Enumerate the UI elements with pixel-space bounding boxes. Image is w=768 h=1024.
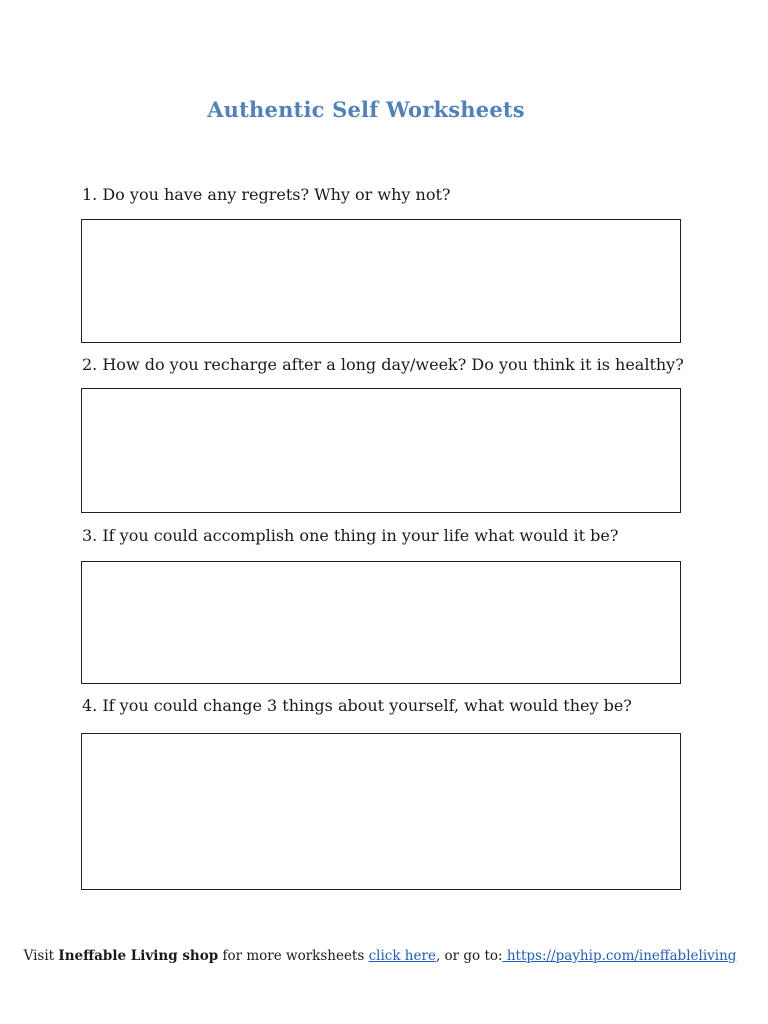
question-2: 2. How do you recharge after a long day/week? Do you think it is healthy? — [82, 355, 684, 374]
payhip-url-link[interactable]: https://payhip.com/ineffableliving — [502, 948, 737, 964]
footer-shop-name: Ineffable Living shop — [58, 948, 219, 964]
question-4: 4. If you could change 3 things about yourself, what would they be? — [82, 696, 632, 715]
page-title: Authentic Self Worksheets — [207, 97, 525, 122]
answer-box-1[interactable] — [81, 219, 681, 343]
answer-box-4[interactable] — [81, 733, 681, 890]
answer-box-2[interactable] — [81, 388, 681, 513]
footer-prefix: Visit — [23, 948, 59, 964]
question-3: 3. If you could accomplish one thing in your life what would it be? — [82, 526, 619, 545]
question-1: 1. Do you have any regrets? Why or why not? — [82, 185, 451, 204]
footer-separator: , or go to: — [435, 948, 503, 964]
footer-middle-text: for more worksheets — [218, 948, 369, 964]
answer-box-3[interactable] — [81, 561, 681, 684]
click-here-link[interactable]: click here — [368, 948, 436, 964]
footer — [0, 948, 760, 964]
